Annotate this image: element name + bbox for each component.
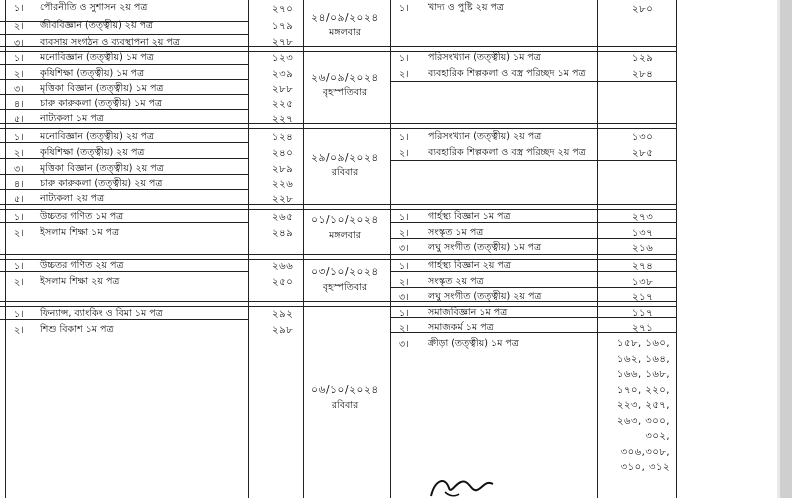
serial-number: ১। — [399, 212, 409, 223]
serial-number: ১। — [14, 53, 24, 64]
subject-code: ২২৭ — [272, 114, 294, 125]
subject-code: ২৭১ — [632, 323, 654, 334]
subject-code: ২৮০ — [632, 4, 654, 15]
subject-name: সমাজকর্ম ১ম পত্র — [428, 322, 494, 333]
serial-number: ১। — [14, 132, 24, 143]
subject-code: ২৬৬ — [272, 261, 294, 272]
subject-name: শিশু বিকাশ ১ম পত্র — [40, 324, 114, 335]
row-separator — [0, 301, 677, 307]
exam-day: মঙ্গলবার — [329, 230, 361, 241]
serial-number: ৪। — [14, 179, 24, 190]
serial-number: ২। — [14, 325, 24, 336]
subject-name: নাট্যকলা ২য় পত্র — [40, 193, 105, 204]
table-border — [5, 0, 6, 498]
subject-name: মনোবিজ্ঞান (তত্ত্বীয়) ২য় পত্র — [40, 131, 155, 142]
subject-name: সংস্কৃত ২য় পত্র — [428, 276, 484, 287]
row-line — [0, 222, 249, 223]
subject-code: ২৮৮ — [272, 84, 294, 95]
serial-number: ১। — [14, 3, 24, 14]
subject-name: ফিন্যান্স, ব্যাংকিং ও বিমা ১ম পত্র — [40, 308, 163, 319]
table-border — [248, 0, 249, 498]
row-line — [0, 64, 249, 65]
subject-name: মৃত্তিকা বিজ্ঞান (তত্ত্বীয়) ১ম পত্র — [40, 83, 164, 94]
exam-date: ০৩/১০/২০২৪ — [311, 266, 379, 278]
subject-code: ২৮৯ — [272, 164, 294, 175]
row-line — [0, 271, 249, 272]
subject-name: কৃষিশিক্ষা (তত্ত্বীয়) ২য় পত্র — [40, 147, 145, 158]
serial-number: ৩। — [399, 339, 409, 350]
serial-number: ২। — [399, 228, 409, 239]
serial-number: ১। — [399, 132, 409, 143]
subject-name: ক্রীড়া (তত্ত্বীয়) ১ম পত্র — [428, 338, 519, 349]
exam-date: ২৪/০৯/২০২৪ — [311, 12, 379, 24]
subject-name: চারু কারুকলা (তত্ত্বীয়) ২য় পত্র — [40, 178, 163, 189]
subject-code: ১৩৮ — [632, 277, 654, 288]
serial-number: ৫। — [14, 114, 24, 125]
serial-number: ৩। — [14, 38, 24, 49]
serial-number: ২। — [14, 148, 24, 159]
subject-code: ২৩৯ — [272, 69, 294, 80]
subject-code: ২৯৮ — [272, 325, 294, 336]
subject-name: ইসলাম শিক্ষা ১ম পত্র — [40, 227, 120, 238]
serial-number: ২। — [399, 323, 409, 334]
subject-code: ১২৪ — [272, 132, 294, 143]
exam-day: মঙ্গলবার — [329, 27, 361, 38]
exam-day: বৃহস্পতিবার — [322, 87, 368, 98]
subject-code: ২৮৫ — [632, 148, 654, 159]
subject-code: ২৭৪ — [632, 261, 654, 272]
subject-name: লঘু সংগীত (তত্ত্বীয়) ১ম পত্র — [428, 242, 542, 253]
subject-name: মনোবিজ্ঞান (তত্ত্বীয়) ১ম পত্র — [40, 52, 154, 63]
serial-number: ২। — [14, 277, 24, 288]
exam-date: ০১/১০/২০২৪ — [311, 214, 379, 226]
subject-name: ব্যবহারিক শিল্পকলা ও বস্ত্র পরিচ্ছদ ২য় পত্র — [428, 147, 586, 158]
serial-number: ৩। — [14, 164, 24, 175]
subject-code: ১৩৭ — [632, 228, 654, 239]
subject-code: ২২৮ — [272, 194, 294, 205]
subject-name: গার্হস্থ্য বিজ্ঞান ১ম পত্র — [428, 211, 511, 222]
subject-code: ১৩০ — [632, 132, 654, 143]
subject-code-list: ১৫৮, ১৬০, ১৬২, ১৬৪, ১৬৬, ১৬৮, ১৭০, ২২০, ২২৩, ২৫৭, ২৬৩, ৩০০, ৩০২, ৩০৬,৩০৮, ৩১০, ৩১২ — [616, 338, 670, 473]
signature-icon — [425, 470, 505, 498]
subject-code: ২৯২ — [272, 309, 294, 320]
subject-code: ২২৫ — [272, 99, 294, 110]
exam-date: ২৬/০৯/২০২৪ — [311, 72, 379, 84]
subject-code: ২৭৮ — [272, 37, 294, 48]
subject-name: মৃত্তিকা বিজ্ঞান (তত্ত্বীয়) ২য় পত্র — [40, 163, 164, 174]
serial-number: ১। — [399, 53, 409, 64]
subject-name: জীববিজ্ঞান (তত্ত্বীয়) ২য় পত্র — [40, 20, 154, 31]
serial-number: ২। — [14, 21, 24, 32]
subject-name: লঘু সংগীত (তত্ত্বীয়) ২য় পত্র — [428, 291, 542, 302]
subject-name: পৌরনীতি ও সুশাসন ২য় পত্র — [40, 2, 148, 13]
subject-name: কৃষিশিক্ষা (তত্ত্বীয়) ১ম পত্র — [40, 68, 145, 79]
serial-number: ১। — [399, 261, 409, 272]
subject-name: পরিসংখ্যান (তত্ত্বীয়) ১ম পত্র — [428, 52, 541, 63]
subject-code: ২৪৯ — [272, 228, 294, 239]
subject-name: উচ্চতর গণিত ২য় পত্র — [40, 260, 124, 271]
subject-code: ১১৭ — [632, 308, 654, 319]
subject-code: ১৭৯ — [272, 21, 294, 32]
exam-date: ০৬/১০/২০২৪ — [311, 384, 379, 396]
subject-name: পরিসংখ্যান (তত্ত্বীয়) ২য় পত্র — [428, 131, 542, 142]
serial-number: ২। — [14, 69, 24, 80]
serial-number: ১। — [399, 308, 409, 319]
subject-name: চারু কারুকলা (তত্ত্বীয়) ১ম পত্র — [40, 98, 163, 109]
serial-number: ২। — [399, 69, 409, 80]
serial-number: ৩। — [14, 84, 24, 95]
subject-code: ২২৬ — [272, 179, 294, 190]
subject-code: ২৪০ — [272, 148, 294, 159]
subject-code: ১২৩ — [272, 53, 294, 64]
subject-code: ২৭০ — [272, 4, 294, 15]
serial-number: ১। — [14, 212, 24, 223]
subject-code: ১২৯ — [632, 53, 654, 64]
subject-code: ২৬৫ — [272, 212, 294, 223]
subject-name: ব্যবহারিক শিল্পকলা ও বস্ত্র পরিচ্ছদ ১ম পত্র — [428, 68, 586, 79]
subject-name: সমাজবিজ্ঞান ১ম পত্র — [428, 307, 508, 318]
subject-code: ২১৭ — [632, 292, 654, 303]
subject-name: ব্যবসায় সংগঠন ও ব্যবস্থাপনা ২য় পত্র — [40, 37, 180, 48]
exam-day: রবিবার — [331, 167, 359, 178]
exam-day: রবিবার — [331, 400, 359, 411]
subject-code: ২৫০ — [272, 277, 294, 288]
serial-number: ১। — [14, 309, 24, 320]
subject-code: ২৮৪ — [632, 69, 654, 80]
serial-number: ২। — [14, 228, 24, 239]
subject-name: ইসলাম শিক্ষা ২য় পত্র — [40, 276, 120, 287]
serial-number: ৪। — [14, 99, 24, 110]
serial-number: ২। — [399, 277, 409, 288]
serial-number: ২। — [399, 148, 409, 159]
subject-name: খাদ্য ও পুষ্টি ২য় পত্র — [428, 2, 504, 13]
exam-day: বৃহস্পতিবার — [322, 282, 368, 293]
row-line — [0, 34, 249, 35]
serial-number: ১। — [399, 3, 409, 14]
exam-date: ২৯/০৯/২০২৪ — [311, 152, 379, 164]
serial-number: ৩। — [399, 243, 409, 254]
table-border — [676, 0, 677, 498]
page-edge — [780, 0, 792, 498]
serial-number: ৫। — [14, 194, 24, 205]
subject-name: নাট্যকলা ১ম পত্র — [40, 113, 104, 124]
subject-name: উচ্চতর গণিত ১ম পত্র — [40, 211, 124, 222]
subject-code: ২৭৩ — [632, 212, 654, 223]
serial-number: ৩। — [399, 292, 409, 303]
serial-number: ১। — [14, 261, 24, 272]
subject-name: সংস্কৃত ১ম পত্র — [428, 227, 484, 238]
subject-code: ২১৬ — [632, 243, 654, 254]
subject-name: গার্হস্থ্য বিজ্ঞান ২য় পত্র — [428, 260, 511, 271]
